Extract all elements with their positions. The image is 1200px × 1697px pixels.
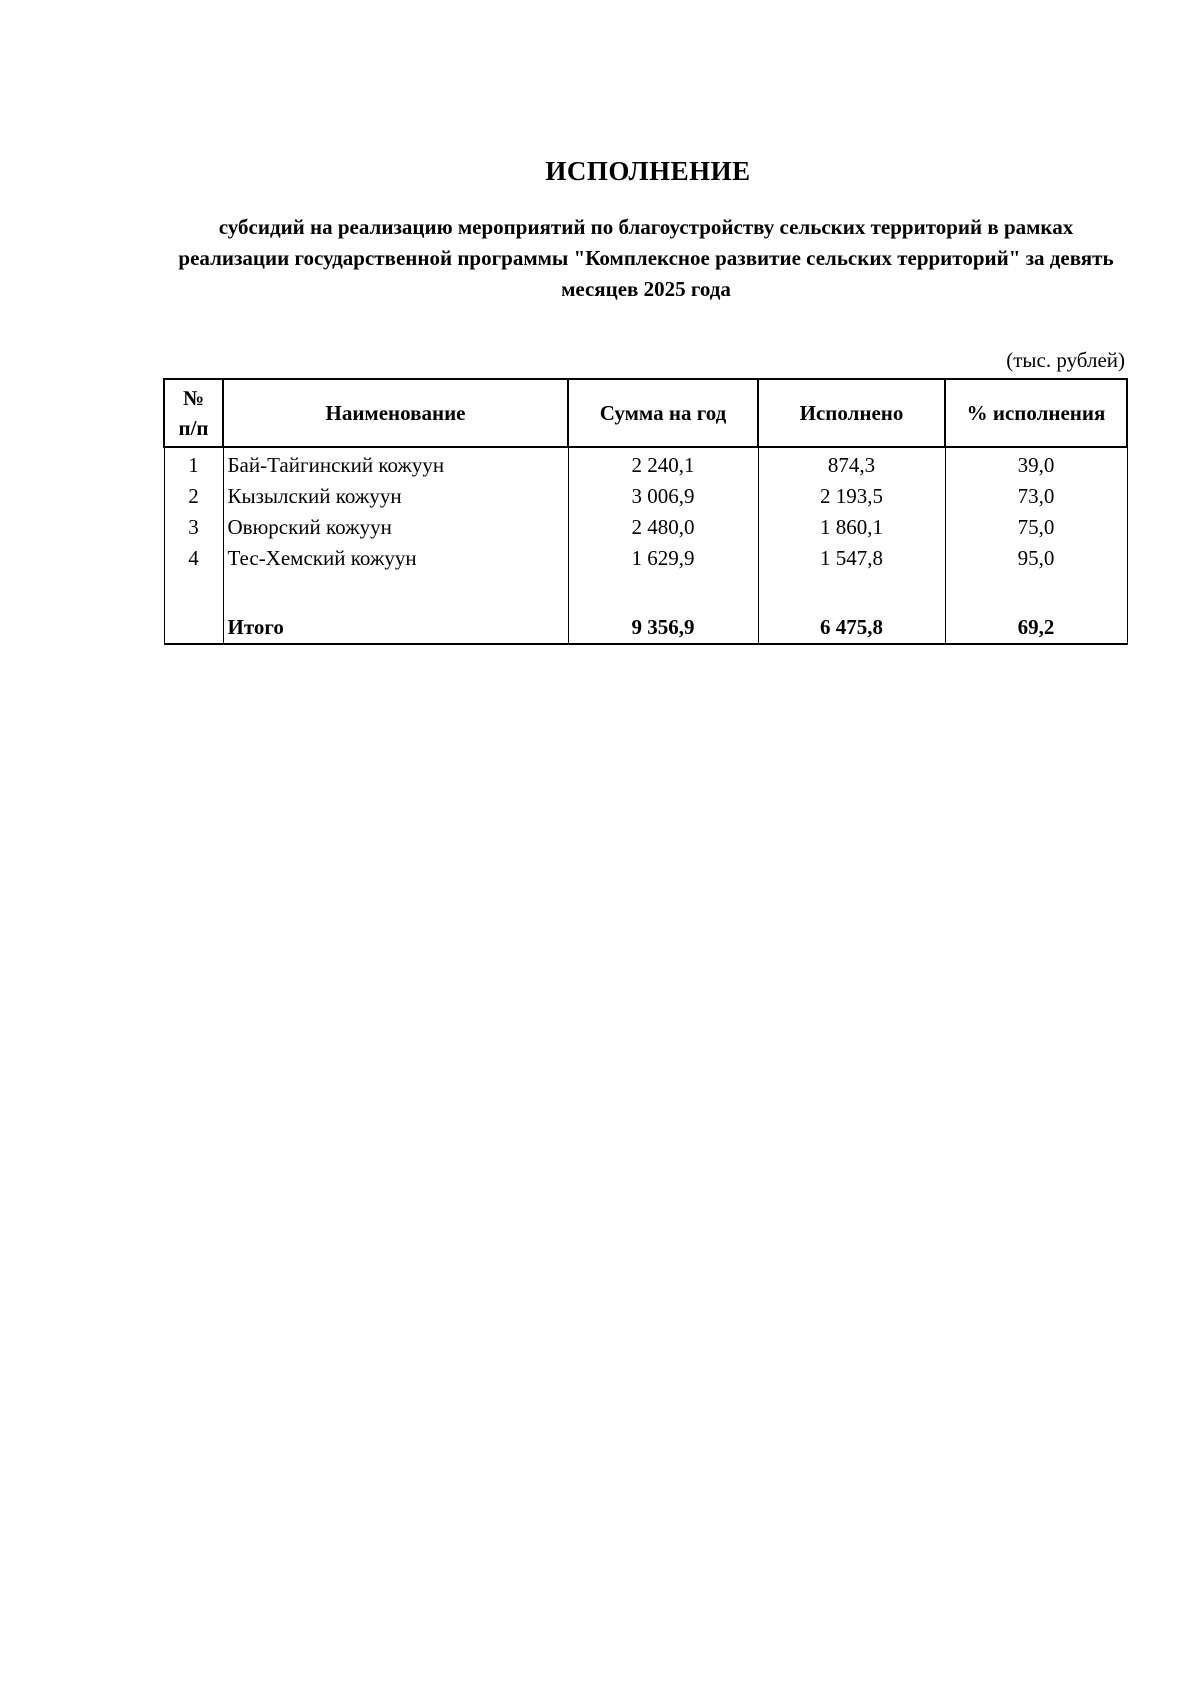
row-name: Кызылский кожуун [223, 481, 568, 512]
header-number-sign: № [182, 386, 205, 410]
spacer-cell [758, 574, 945, 612]
spacer-cell [164, 574, 223, 612]
table-row [164, 512, 1127, 543]
table-total-row [164, 612, 1127, 644]
row-done: 2 193,5 [758, 481, 945, 512]
row-done: 1 860,1 [758, 512, 945, 543]
table-header-row [164, 379, 1127, 447]
header-percent: % исполнения [945, 379, 1127, 447]
row-name: Овюрский кожуун [223, 512, 568, 543]
header-name: Наименование [223, 379, 568, 447]
row-percent: 75,0 [945, 512, 1127, 543]
total-number-cell [164, 612, 223, 644]
row-year-sum: 3 006,9 [568, 481, 758, 512]
table-row [164, 447, 1127, 481]
table-row [164, 481, 1127, 512]
spacer-cell [568, 574, 758, 612]
row-percent: 95,0 [945, 543, 1127, 574]
units-note: (тыс. рублей) [1006, 348, 1125, 372]
row-percent: 39,0 [945, 447, 1127, 481]
row-number: 3 [164, 512, 223, 543]
page-title: ИСПОЛНЕНИЕ [545, 156, 751, 186]
spacer-cell [223, 574, 568, 612]
header-number [164, 379, 223, 447]
header-number-pp: п/п [178, 416, 209, 440]
spacer-cell [945, 574, 1127, 612]
total-label: Итого [223, 612, 568, 644]
row-done: 1 547,8 [758, 543, 945, 574]
total-done: 6 475,8 [758, 612, 945, 644]
row-percent: 73,0 [945, 481, 1127, 512]
table-row [164, 543, 1127, 574]
row-done: 874,3 [758, 447, 945, 481]
execution-table [163, 378, 1128, 645]
row-number: 4 [164, 543, 223, 574]
page-subtitle: субсидий на реализацию мероприятий по благоустройству сельских территорий в рамках реализации государственной программы "Комплексное развитие сельских территорий" за девять месяцев 2025 года [178, 215, 1114, 301]
row-name: Тес-Хемский кожуун [223, 543, 568, 574]
header-year-sum: Сумма на год [568, 379, 758, 447]
row-year-sum: 2 480,0 [568, 512, 758, 543]
row-year-sum: 2 240,1 [568, 447, 758, 481]
total-percent: 69,2 [945, 612, 1127, 644]
table-spacer-row [164, 574, 1127, 612]
header-done: Исполнено [758, 379, 945, 447]
row-number: 2 [164, 481, 223, 512]
row-number: 1 [164, 447, 223, 481]
row-year-sum: 1 629,9 [568, 543, 758, 574]
total-year-sum: 9 356,9 [568, 612, 758, 644]
row-name: Бай-Тайгинский кожуун [223, 447, 568, 481]
